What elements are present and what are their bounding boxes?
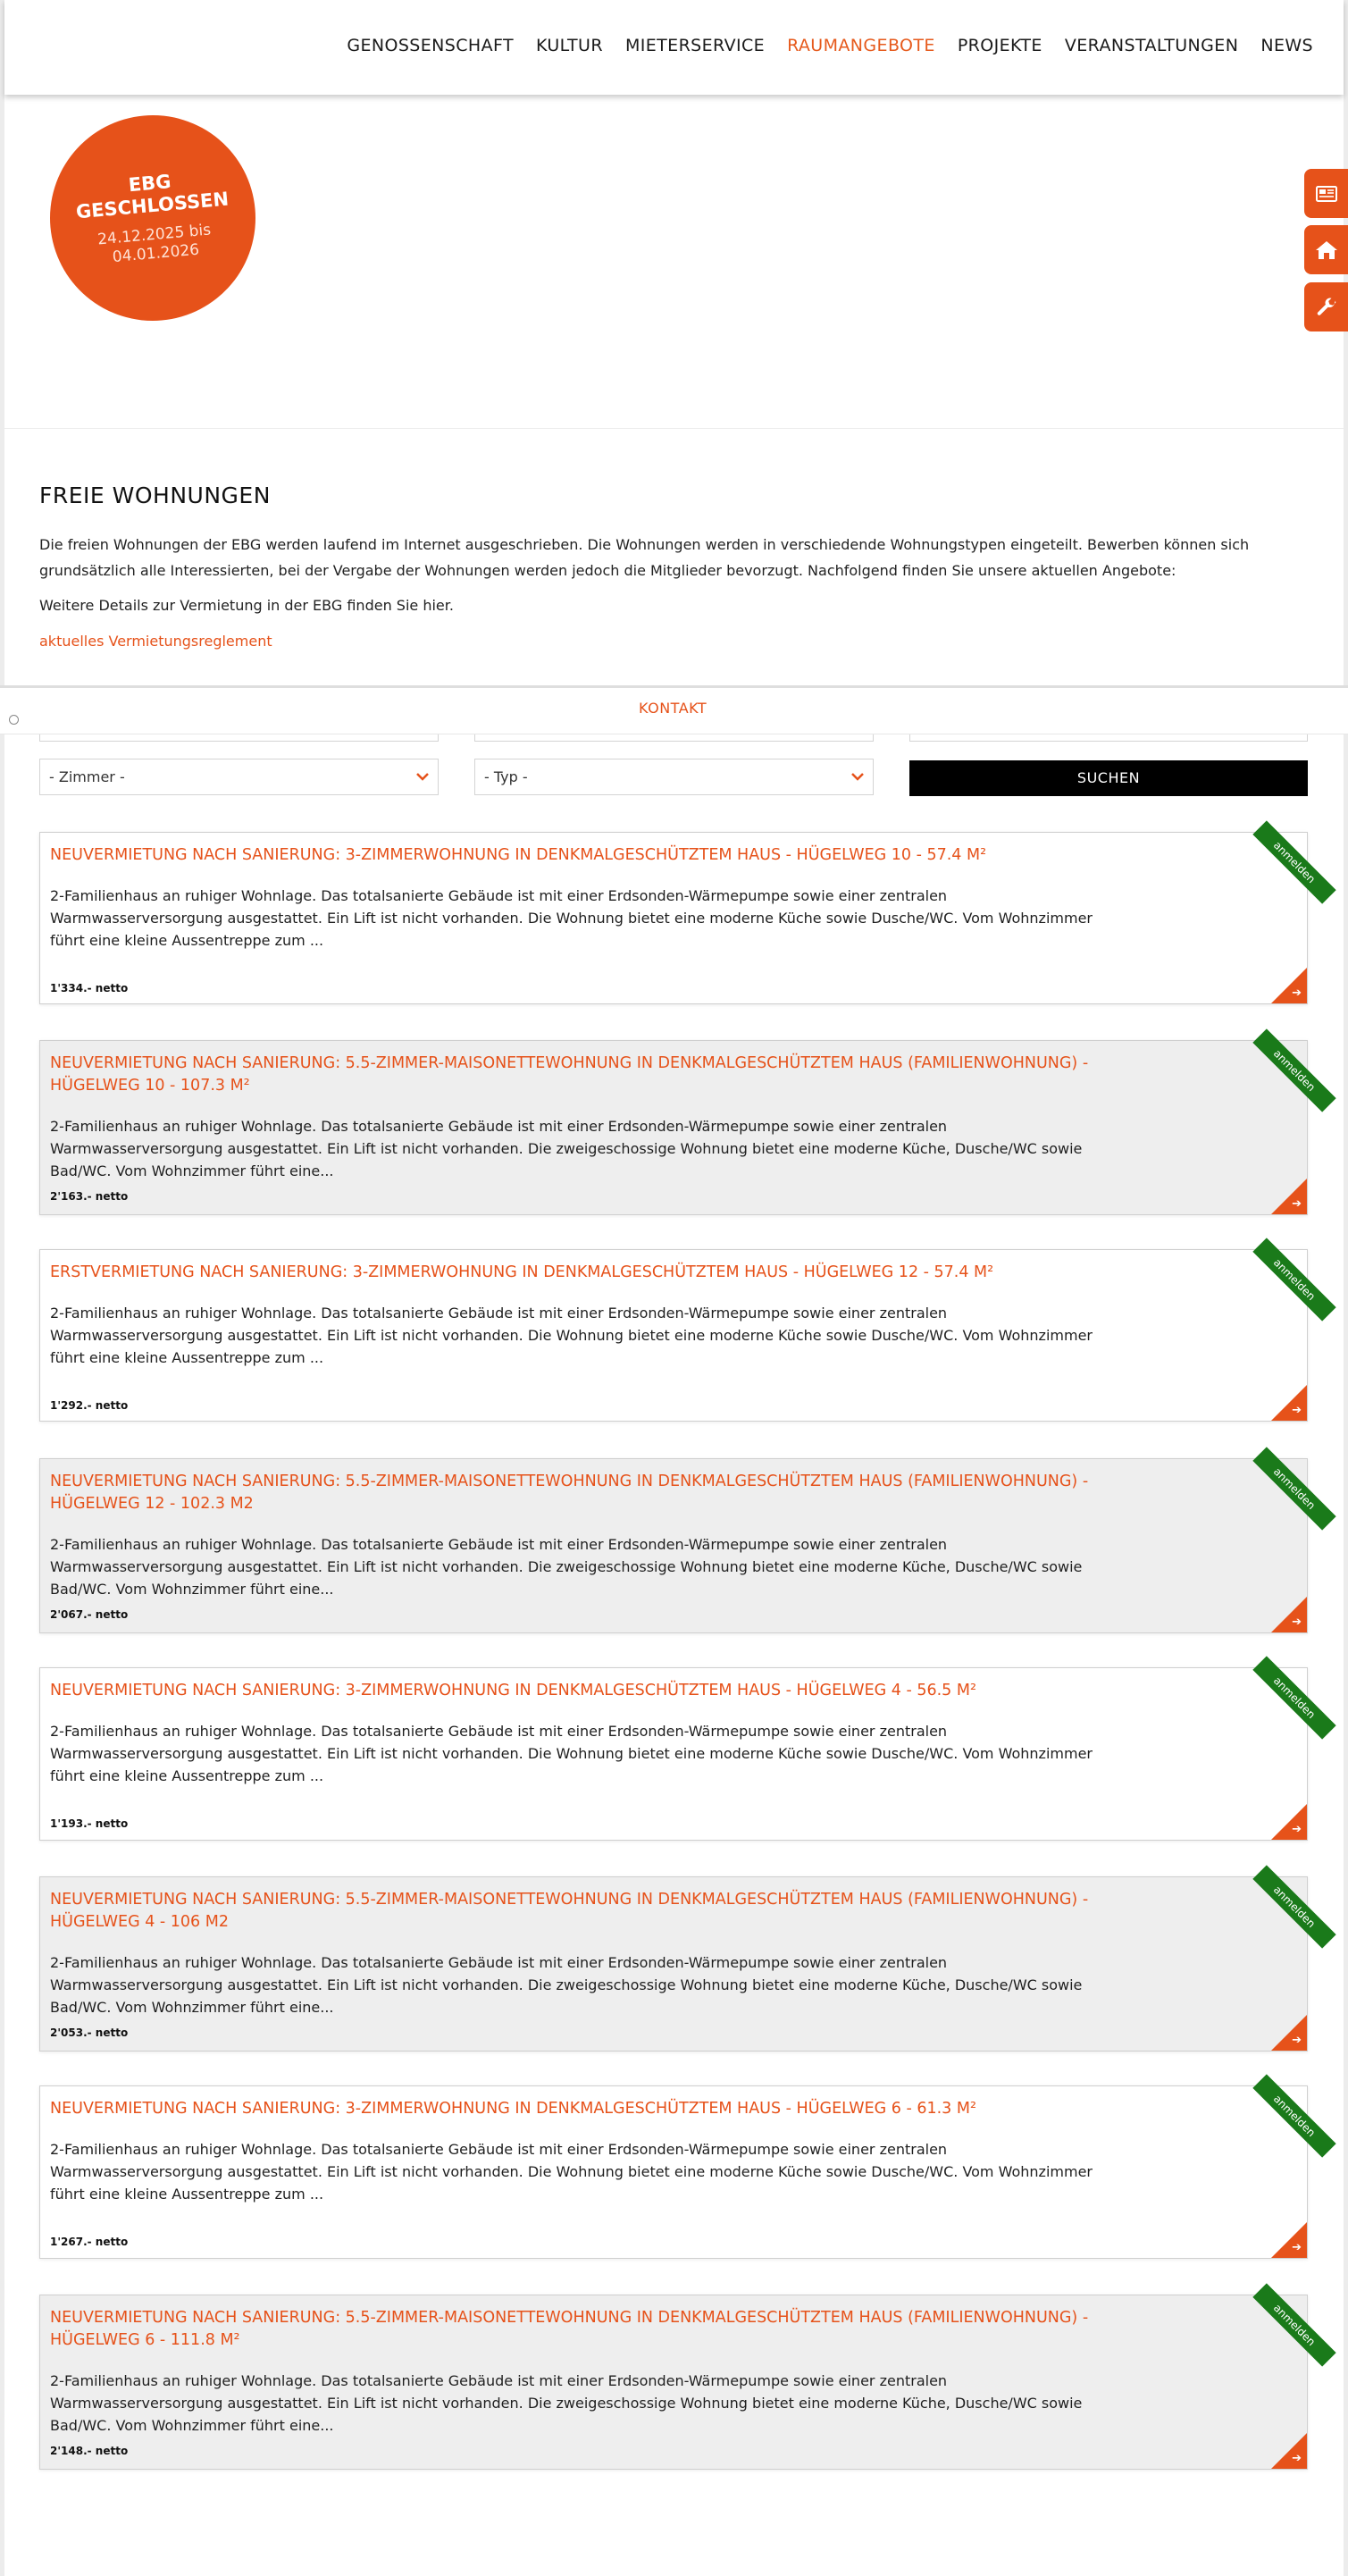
side-tab-service[interactable] — [1304, 282, 1348, 331]
listing-title[interactable]: NEUVERMIETUNG NACH SANIERUNG: 5.5-ZIMMER-MAISONETTEWOHNUNG IN DENKMALGESCHÜTZTEM HAUS (FAMILIENWOHNUNG) - HÜGELWEG 4 - 106 M2 — [50, 1891, 1089, 1931]
apply-ribbon-label: anmelden — [1252, 820, 1335, 903]
apply-ribbon-label: anmelden — [1252, 1447, 1335, 1530]
apply-ribbon[interactable] — [1238, 1668, 1319, 1737]
hero — [4, 95, 1344, 429]
header — [4, 0, 1344, 95]
listing-description: 2-Familienhaus an ruhiger Wohnlage. Das totalsanierte Gebäude ist mit einer Erdsonden-Wärmepumpe sowie einer zentralen Warmwasserversorgung ausgestattet. Ein Lift ist nicht vorhanden. Die zweigeschossige Wohnung bietet eine moderne Küche, Dusche/WC sowie Bad/WC. Vom Wohnzimmer führt eine... — [50, 1118, 1083, 1179]
details-corner[interactable] — [1271, 1179, 1307, 1214]
listing-price: 2'163.- netto — [50, 1190, 129, 1203]
closed-notice-dates: 24.12.2025 bis 04.01.2026 — [96, 221, 212, 267]
apply-ribbon-label: anmelden — [1252, 1238, 1335, 1321]
listing-price: 1'267.- netto — [50, 2236, 129, 2248]
listing-description: 2-Familienhaus an ruhiger Wohnlage. Das totalsanierte Gebäude ist mit einer Erdsonden-Wärmepumpe sowie einer zentralen Warmwasserversorgung ausgestattet. Ein Lift ist nicht vorhanden. Die zweigeschossige Wohnung bietet eine moderne Küche, Dusche/WC sowie Bad/WC. Vom Wohnzimmer führt eine... — [50, 1536, 1083, 1598]
listing-title[interactable]: ERSTVERMIETUNG NACH SANIERUNG: 3-ZIMMERWOHNUNG IN DENKMALGESCHÜTZTEM HAUS - HÜGELWEG 12 - 57.4 M² — [50, 1263, 994, 1281]
arrow-right-icon: ➔ — [1292, 1615, 1302, 1629]
listing-card[interactable] — [39, 1458, 1319, 1633]
apply-ribbon[interactable] — [1238, 1250, 1319, 1319]
nav-item-projekte[interactable]: PROJEKTE — [957, 36, 1042, 55]
listing-price: 1'193.- netto — [50, 1817, 129, 1830]
apply-ribbon[interactable] — [1238, 2295, 1319, 2364]
listing-price: 1'334.- netto — [50, 982, 129, 994]
listing-card[interactable] — [39, 1040, 1319, 1215]
details-corner[interactable] — [1271, 2222, 1307, 2258]
listing-description: 2-Familienhaus an ruhiger Wohnlage. Das totalsanierte Gebäude ist mit einer Erdsonden-Wärmepumpe sowie einer zentralen Warmwasserversorgung ausgestattet. Ein Lift ist nicht vorhanden. Die Wohnung bietet eine moderne Küche sowie Dusche/WC. Vom Wohnzimmer führt eine kleine Aussentreppe zum ... — [50, 1723, 1093, 1784]
details-corner[interactable] — [1271, 1385, 1307, 1421]
chevron-down-icon — [850, 768, 866, 785]
apply-ribbon[interactable] — [1238, 1877, 1319, 1946]
nav-item-mieterservice[interactable]: MIETERSERVICE — [624, 36, 766, 55]
arrow-right-icon: ➔ — [1292, 986, 1302, 1000]
listing-price: 2'067.- netto — [50, 1608, 129, 1621]
apply-ribbon[interactable] — [1238, 2086, 1319, 2155]
apply-ribbon-label: anmelden — [1252, 2074, 1335, 2157]
arrow-right-icon: ➔ — [1292, 1197, 1302, 1211]
zimmer-select[interactable] — [39, 759, 439, 795]
arrow-right-icon: ➔ — [1292, 2452, 1302, 2465]
nav-item-news[interactable]: NEWS — [1260, 36, 1313, 55]
kontakt-bar — [0, 685, 1348, 734]
listing-card[interactable] — [39, 1667, 1319, 1841]
nav-item-kultur[interactable]: KULTUR — [536, 36, 603, 55]
typ-select[interactable] — [474, 759, 874, 795]
wrench-icon — [1316, 297, 1337, 318]
listing-title[interactable]: NEUVERMIETUNG NACH SANIERUNG: 5.5-ZIMMER-MAISONETTEWOHNUNG IN DENKMALGESCHÜTZTEM HAUS (FAMILIENWOHNUNG) - HÜGELWEG 6 - 111.8 M² — [50, 2309, 1089, 2349]
listing-description: 2-Familienhaus an ruhiger Wohnlage. Das totalsanierte Gebäude ist mit einer Erdsonden-Wärmepumpe sowie einer zentralen Warmwasserversorgung ausgestattet. Ein Lift ist nicht vorhanden. Die Wohnung bietet eine moderne Küche sowie Dusche/WC. Vom Wohnzimmer führt eine kleine Aussentreppe zum ... — [50, 2141, 1093, 2203]
reglement-link[interactable]: aktuelles Vermietungsreglement — [39, 633, 272, 650]
typ-select-value: - Typ - — [484, 768, 528, 785]
details-corner[interactable] — [1271, 1597, 1307, 1632]
nav-item-raumangebote[interactable]: RAUMANGEBOTE — [787, 36, 935, 55]
side-tab-news[interactable] — [1304, 169, 1348, 218]
newspaper-icon — [1316, 186, 1337, 202]
listing-card[interactable] — [39, 2295, 1319, 2470]
page-title: FREIE WOHNUNGEN — [39, 482, 271, 508]
chevron-down-icon — [414, 768, 431, 785]
details-corner[interactable] — [1271, 2015, 1307, 2051]
apply-ribbon[interactable] — [1238, 833, 1319, 902]
closed-notice-badge — [41, 106, 264, 329]
listing-title[interactable]: NEUVERMIETUNG NACH SANIERUNG: 5.5-ZIMMER-MAISONETTEWOHNUNG IN DENKMALGESCHÜTZTEM HAUS (FAMILIENWOHNUNG) - HÜGELWEG 10 - 107.3 M² — [50, 1054, 1089, 1095]
scroll-indicator[interactable] — [9, 715, 19, 725]
listing-price: 2'053.- netto — [50, 2026, 129, 2039]
listing-title[interactable]: NEUVERMIETUNG NACH SANIERUNG: 3-ZIMMERWOHNUNG IN DENKMALGESCHÜTZTEM HAUS - HÜGELWEG 4 - 56.5 M² — [50, 1682, 976, 1699]
intro-text: Die freien Wohnungen der EBG werden laufend im Internet ausgeschrieben. Die Wohnungen werden in verschiedende Wohnungstypen eingeteilt. Bewerben können sich grundsätzlich alle Interessierten, bei der Vergabe der Wohnungen werden jedoch die Mitglieder bevorzugt. Nachfolgend finden Sie unsere aktuellen Angebote: — [39, 536, 1250, 579]
kontakt-link[interactable]: KONTAKT — [639, 700, 707, 717]
listing-card[interactable] — [39, 832, 1319, 1004]
details-corner[interactable] — [1271, 2433, 1307, 2469]
listing-description: 2-Familienhaus an ruhiger Wohnlage. Das totalsanierte Gebäude ist mit einer Erdsonden-Wärmepumpe sowie einer zentralen Warmwasserversorgung ausgestattet. Ein Lift ist nicht vorhanden. Die Wohnung bietet eine moderne Küche sowie Dusche/WC. Vom Wohnzimmer führt eine kleine Aussentreppe zum ... — [50, 887, 1093, 949]
listing-description: 2-Familienhaus an ruhiger Wohnlage. Das totalsanierte Gebäude ist mit einer Erdsonden-Wärmepumpe sowie einer zentralen Warmwasserversorgung ausgestattet. Ein Lift ist nicht vorhanden. Die zweigeschossige Wohnung bietet eine moderne Küche, Dusche/WC sowie Bad/WC. Vom Wohnzimmer führt eine... — [50, 1954, 1083, 2016]
listing-title[interactable]: NEUVERMIETUNG NACH SANIERUNG: 3-ZIMMERWOHNUNG IN DENKMALGESCHÜTZTEM HAUS - HÜGELWEG 10 - 57.4 M² — [50, 846, 987, 864]
side-tab-home[interactable] — [1304, 225, 1348, 274]
listing-description: 2-Familienhaus an ruhiger Wohnlage. Das totalsanierte Gebäude ist mit einer Erdsonden-Wärmepumpe sowie einer zentralen Warmwasserversorgung ausgestattet. Ein Lift ist nicht vorhanden. Die zweigeschossige Wohnung bietet eine moderne Küche, Dusche/WC sowie Bad/WC. Vom Wohnzimmer führt eine... — [50, 2372, 1083, 2434]
nav-item-genossenschaft[interactable]: GENOSSENSCHAFT — [347, 36, 514, 55]
arrow-right-icon: ➔ — [1292, 1404, 1302, 1417]
listing-title[interactable]: NEUVERMIETUNG NACH SANIERUNG: 3-ZIMMERWOHNUNG IN DENKMALGESCHÜTZTEM HAUS - HÜGELWEG 6 - 61.3 M² — [50, 2100, 976, 2118]
nav-item-veranstaltungen[interactable]: VERANSTALTUNGEN — [1064, 36, 1239, 55]
listing-price: 2'148.- netto — [50, 2445, 129, 2457]
apply-ribbon-label: anmelden — [1252, 2283, 1335, 2366]
apply-ribbon-label: anmelden — [1252, 1028, 1335, 1112]
main-content — [39, 482, 1308, 650]
zimmer-select-value: - Zimmer - — [49, 768, 125, 785]
apply-ribbon-label: anmelden — [1252, 1656, 1335, 1739]
arrow-right-icon: ➔ — [1292, 1823, 1302, 1836]
apply-ribbon[interactable] — [1238, 1041, 1319, 1110]
listing-title[interactable]: NEUVERMIETUNG NACH SANIERUNG: 5.5-ZIMMER-MAISONETTEWOHNUNG IN DENKMALGESCHÜTZTEM HAUS (FAMILIENWOHNUNG) - HÜGELWEG 12 - 102.3 M2 — [50, 1473, 1089, 1513]
closed-notice-title: EBG GESCHLOSSEN — [75, 171, 230, 223]
search-button[interactable]: SUCHEN — [909, 760, 1308, 796]
listing-card[interactable] — [39, 2085, 1319, 2259]
main-nav — [324, 36, 1313, 55]
arrow-right-icon: ➔ — [1292, 2034, 1302, 2047]
listing-description: 2-Familienhaus an ruhiger Wohnlage. Das totalsanierte Gebäude ist mit einer Erdsonden-Wärmepumpe sowie einer zentralen Warmwasserversorgung ausgestattet. Ein Lift ist nicht vorhanden. Die Wohnung bietet eine moderne Küche sowie Dusche/WC. Vom Wohnzimmer führt eine kleine Aussentreppe zum ... — [50, 1305, 1093, 1366]
apply-ribbon-label: anmelden — [1252, 1865, 1335, 1948]
apply-ribbon[interactable] — [1238, 1459, 1319, 1528]
page-frame-right — [1344, 0, 1348, 2576]
details-corner[interactable] — [1271, 968, 1307, 1003]
listing-card[interactable] — [39, 1876, 1319, 2052]
details-text: Weitere Details zur Vermietung in der EBG finden Sie hier. — [39, 597, 454, 614]
listing-price: 1'292.- netto — [50, 1399, 129, 1412]
details-corner[interactable] — [1271, 1804, 1307, 1840]
listing-card[interactable] — [39, 1249, 1319, 1422]
home-icon — [1315, 240, 1338, 260]
arrow-right-icon: ➔ — [1292, 2241, 1302, 2254]
